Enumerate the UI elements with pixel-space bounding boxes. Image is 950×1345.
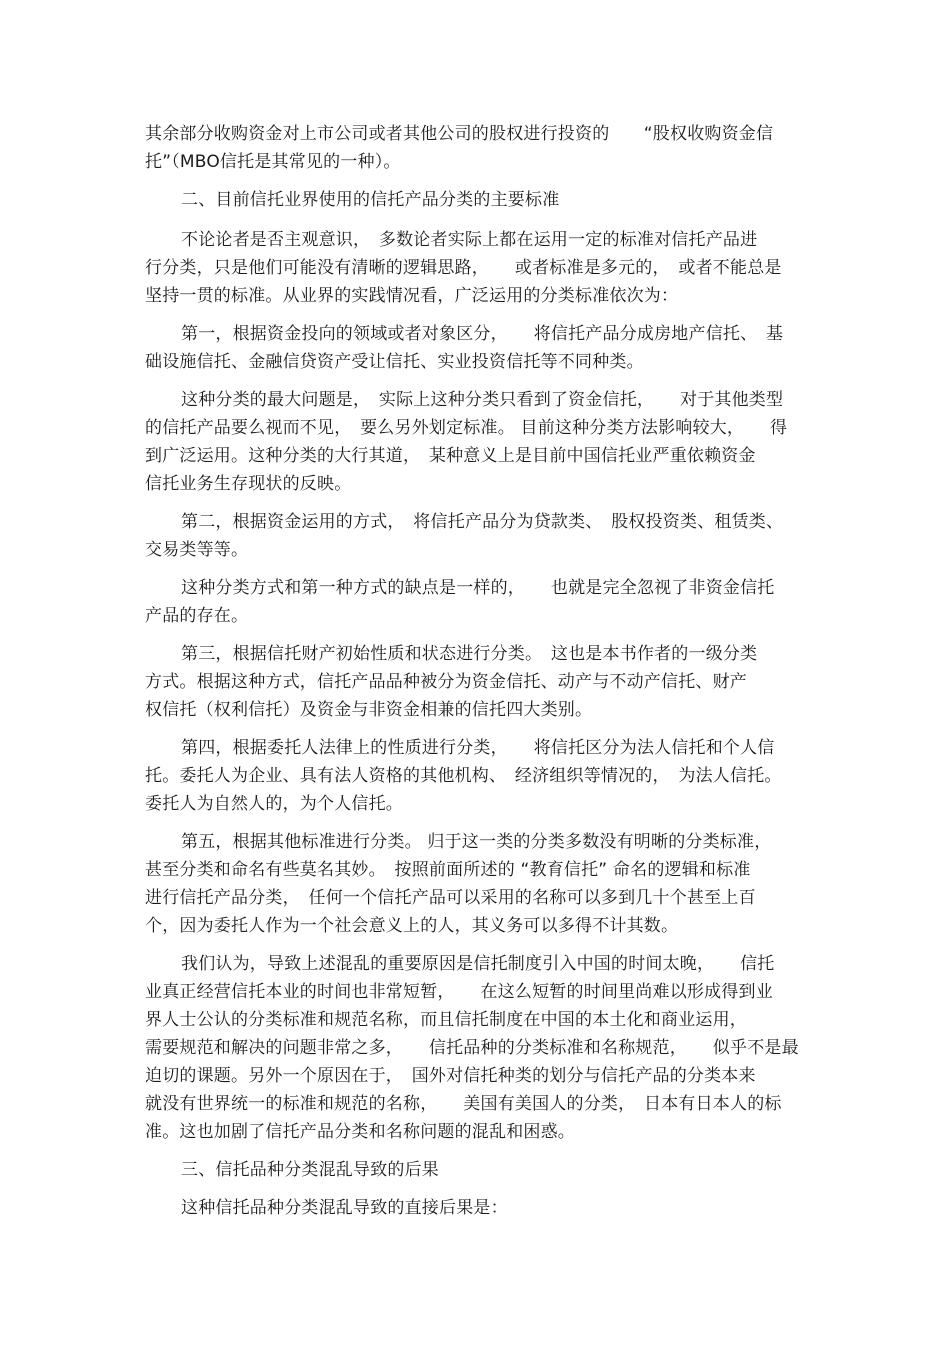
text-line: 到广泛运用。这种分类的大行其道， 某种意义上是目前中国信托业严重依赖资金 (145, 446, 756, 466)
text-line: 迫切的课题。另外一个原因在于， 国外对信托种类的划分与信托产品的分类本来 (145, 1066, 756, 1086)
text-line: 准。这也加剧了信托产品分类和名称问题的混乱和困惑。 (145, 1122, 575, 1142)
text-line: 行分类，只是他们可能没有清晰的逻辑思路， 或者标准是多元的， 或者不能总是 (145, 258, 782, 278)
text-line: 权信托（权利信托）及资金与非资金相兼的信托四大类别。 (145, 700, 593, 720)
text-line: 信托业务生存现状的反映。 (145, 474, 352, 494)
text-line: 我们认为，导致上述混乱的重要原因是信托制度引入中国的时间太晚， 信托 (181, 954, 775, 974)
text-line: 这种分类的最大问题是， 实际上这种分类只看到了资金信托， 对于其他类型 (181, 390, 784, 410)
text-line: 第五，根据其他标准进行分类。 归于这一类的分类多数没有明晰的分类标准， (181, 832, 772, 852)
text-line: 界人士公认的分类标准和规范名称，而且信托制度在中国的本土化和商业运用， (145, 1010, 747, 1030)
text-line: 方式。根据这种方式，信托产品品种被分为资金信托、动产与不动产信托、财产 (145, 672, 747, 692)
text-line: 其余部分收购资金对上市公司或者其他公司的股权进行投资的 “股权收购资金信 (145, 124, 774, 144)
text-line: 的信托产品要么视而不见， 要么另外划定标准。 目前这种分类方法影响较大， 得 (145, 418, 788, 438)
text-line: 个，因为委托人作为一个社会意义上的人，其义务可以多得不计其数。 (145, 916, 679, 936)
text-line: 需要规范和解决的问题非常之多， 信托品种的分类标准和名称规范， 似乎不是最 (145, 1038, 799, 1058)
text-line: 础设施信托、金融信贷资产受让信托、实业投资信托等不同种类。 (145, 352, 644, 372)
text-line: 第三，根据信托财产初始性质和状态进行分类。 这也是本书作者的一级分类 (181, 644, 758, 664)
text-line: 第一，根据资金投向的领域或者对象区分， 将信托产品分成房地产信托、 基 (181, 324, 784, 344)
text-line: 交易类等等。 (145, 540, 249, 560)
text-line: 就没有世界统一的标准和规范的名称， 美国有美国人的分类， 日本有日本人的标 (145, 1094, 782, 1114)
text-line: 这种分类方式和第一种方式的缺点是一样的， 也就是完全忽视了非资金信托 (181, 578, 775, 598)
text-line: 不论论者是否主观意识， 多数论者实际上都在运用一定的标准对信托产品进 (181, 230, 758, 250)
text-line: 这种信托品种分类混乱导致的直接后果是： (181, 1198, 508, 1218)
text-line: 业真正经营信托本业的时间也非常短暂， 在这么短暂的时间里尚难以形成得到业 (145, 982, 773, 1002)
text-line: 托”（MBO信托是其常见的一种）。 (145, 152, 401, 172)
section-heading: 三、信托品种分类混乱导致的后果 (181, 1160, 439, 1180)
text-line: 托。委托人为企业、具有法人资格的其他机构、 经济组织等情况的， 为法人信托。 (145, 766, 782, 786)
text-line: 第二，根据资金运用的方式， 将信托产品分为贷款类、 股权投资类、租赁类、 (181, 512, 784, 532)
text-line: 进行信托产品分类， 任何一个信托产品可以采用的名称可以多到几十个甚至上百 (145, 888, 756, 908)
section-heading: 二、目前信托业界使用的信托产品分类的主要标准 (181, 190, 560, 210)
text-line: 第四，根据委托人法律上的性质进行分类， 将信托区分为法人信托和个人信 (181, 738, 775, 758)
text-line: 甚至分类和命名有些莫名其妙。 按照前面所述的 “教育信托” 命名的逻辑和标准 (145, 860, 751, 880)
text-line: 产品的存在。 (145, 606, 249, 626)
text-line: 委托人为自然人的，为个人信托。 (145, 794, 403, 814)
text-line: 坚持一贯的标准。从业界的实践情况看，广泛运用的分类标准依次为： (145, 286, 679, 306)
